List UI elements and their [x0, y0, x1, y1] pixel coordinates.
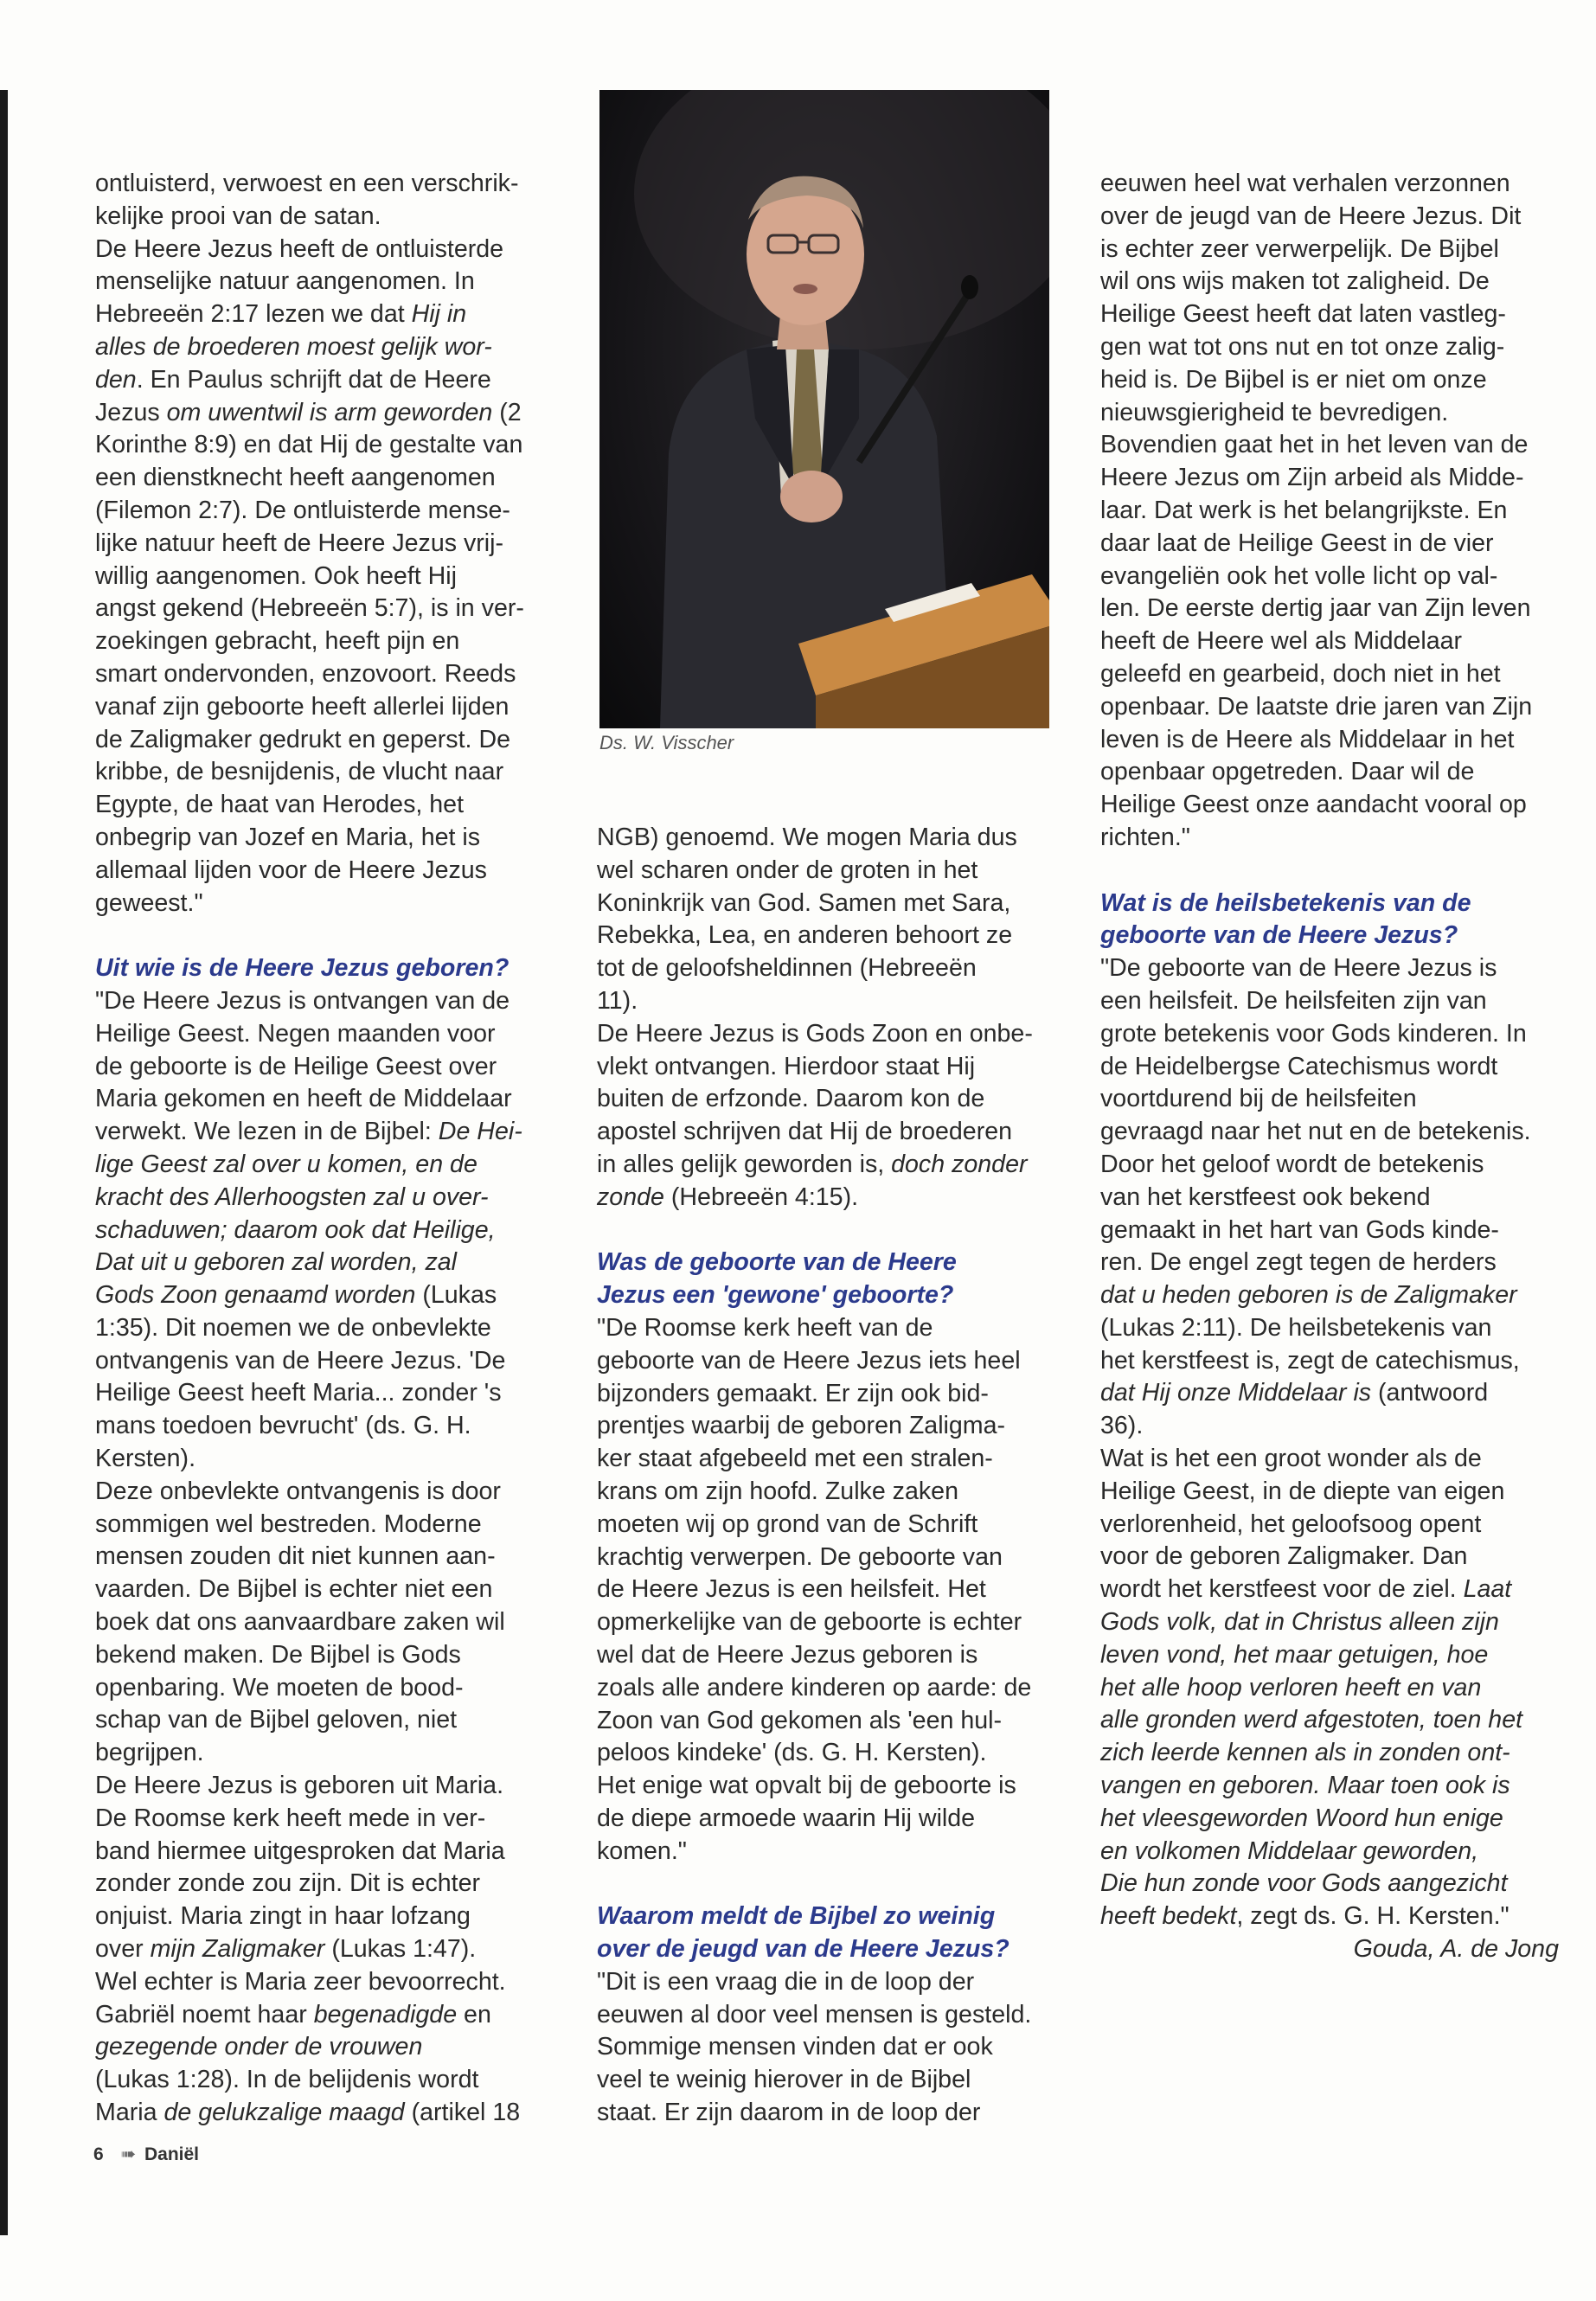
speaker-photo-illustration: [599, 90, 1049, 728]
speaker-photo: [599, 90, 1049, 728]
paragraph: Wat is het een groot wonder als de Heilige Geest, in de diepte van eigen verlorenheid, het geloofsoog opent voor de geboren Zaligmaker. Dan wordt het kerstfeest voor de ziel. Laat Gods volk, dat in Christus alleen zijn leven vond, het maar getuigen, hoe het alle hoop verloren heeft en van alle gronden werd afgestoten, toen het zich leerde kennen als in zonden ont- vangen en geboren. Maar toen ook is het vleesgeworden Woord hun enige en volkomen Middelaar geworden, Die hun zonde voor Gods aangezicht heeft bedekt, zegt ds. G. H. Kersten.": [1100, 1445, 1523, 1931]
paragraph: NGB) genoemd. We mogen Maria dus wel scharen onder de groten in het Koninkrijk van God. Samen met Sara, Rebekka, Lea, en anderen behoort ze tot de geloofsheldinnen (Hebreeën 11).: [597, 824, 1017, 1015]
paragraph: "Dit is een vraag die in de loop der eeuwen al door veel mensen is gesteld. Sommige mensen vinden dat er ook veel te weinig hierover in de Bijbel staat. Er zijn daarom in de loop der: [597, 1967, 1032, 2127]
section-heading: Uit wie is de Heere Jezus geboren?: [95, 954, 510, 983]
paragraph: De Heere Jezus heeft de ontluisterde menselijke natuur aangenomen. In Hebreeën 2:17 lezen we dat Hij in alles de broederen moest gelijk wor- den. En Paulus schrijft dat de Heere Jezus om uwentwil is arm geworden (2 Korinthe 8:9) en dat Hij de gestalte van een dienstknecht heeft aangenomen (Filemon 2:7). De ontluisterde mense- lijke natuur heeft de Heere Jezus vrij- willig aangenomen. Ook heeft Hij angst gekend (Hebreeën 5:7), is in ver- zoekingen gebracht, heeft pijn en smart ondervonden, enzovoort. Reeds vanaf zijn geboorte heeft allerlei lijden de Zaligmaker gedrukt en geperst. De kribbe, de besnijdenis, de vlucht naar Egypte, de haat van Herodes, het onbegrip van Jozef en Maria, het is allemaal lijden voor de Heere Jezus geweest.": [95, 234, 524, 917]
arrow-icon: ➠: [120, 2144, 137, 2164]
binding-edge: [0, 90, 8, 2235]
paragraph: ontluisterd, verwoest en een verschrik- kelijke prooi van de satan.: [95, 170, 519, 230]
paragraph: "De Heere Jezus is ontvangen van de Heilige Geest. Negen maanden voor de geboorte is de Heilige Geest over Maria gekomen en heeft de Middelaar verwekt. We lezen in de Bijbel: De Hei- lige Geest zal over u komen, en de kracht des Allerhoogsten zal u over- schaduwen; daarom ook dat Heilige, Dat uit u geboren zal worden, zal Gods Zoon genaamd worden (Lukas 1:35). Dit noemen we de onbevlekte ontvangenis van de Heere Jezus. 'De Heilige Geest heeft Maria... zonder 's mans toedoen bevrucht' (ds. G. H. Kersten).: [95, 986, 522, 1473]
photo-caption: Ds. W. Visscher: [599, 732, 734, 753]
section-heading: Waarom meldt de Bijbel zo weinig over de jeugd van de Heere Jezus?: [597, 1902, 1010, 1964]
page-footer: [93, 2144, 199, 2165]
article-column-2: [597, 822, 1055, 2130]
section-heading: Was de geboorte van de Heere Jezus een 'gewone' geboorte?: [597, 1248, 957, 1310]
paragraph: De Heere Jezus is Gods Zoon en onbe- vlekt ontvangen. Hierdoor staat Hij buiten de erfzonde. Daarom kon de apostel schrijven dat Hij de broederen in alles gelijk geworden is, doch zonder zonde (Hebreeën 4:15).: [597, 1019, 1033, 1211]
article-column-1: [95, 168, 554, 2130]
page-number: 6: [93, 2144, 104, 2164]
section-heading: Wat is de heilsbetekenis van de geboorte van de Heere Jezus?: [1100, 888, 1471, 950]
paragraph: eeuwen heel wat verhalen verzonnen over de jeugd van de Heere Jezus. Dit is echter zeer verwerpelijk. De Bijbel wil ons wijs maken tot zaligheid. De Heilige Geest heeft dat laten vastleg- gen wat tot ons nut en tot onze zalig- heid is. De Bijbel is er niet om onze nieuwsgierigheid te bevredigen. Bovendien gaat het in het leven van de Heere Jezus om Zijn arbeid als Midde- laar. Dat werk is het belangrijkste. En daar laat de Heilige Geest in de vier evangeliën ook het volle licht op val- len. De eerste dertig jaar van Zijn leven heeft de Heere wel als Middelaar geleefd en gearbeid, doch niet in het openbaar. De laatste drie jaren van Zijn leven is de Heere als Middelaar in het openbaar opgetreden. Daar wil de Heilige Geest onze aandacht vooral op richten.": [1100, 170, 1533, 851]
paragraph: De Heere Jezus is geboren uit Maria. De Roomse kerk heeft mede in ver- band hiermee uitgesproken dat Maria zonder zonde zou zijn. Dit is echter onjuist. Maria zingt in haar lofzang over mijn Zaligmaker (Lukas 1:47). Wel echter is Maria zeer bevoorrecht. Gabriël noemt haar begenadigde en gezegende onder de vrouwen (Lukas 1:28). In de belijdenis wordt Maria de gelukzalige maagd (artikel 18: [95, 1772, 521, 2127]
paragraph: "De Roomse kerk heeft van de geboorte van de Heere Jezus iets heel bijzonders gemaakt. Er zijn ook bid- prentjes waarbij de geboren Zaligma- ker staat afgebeeld met een stralen- krans om zijn hoofd. Zulke zaken moeten wij op grond van de Schrift krachtig verwerpen. De geboorte van de Heere Jezus is een heilsfeit. Het opmerkelijke van de geboorte is echter wel dat de Heere Jezus geboren is zoals alle andere kinderen op aarde: de Zoon van God gekomen als 'een hul- peloos kindeke' (ds. G. H. Kersten). Het enige wat opvalt bij de geboorte is de diepe armoede waarin Hij wilde komen.": [597, 1313, 1032, 1865]
paragraph: "De geboorte van de Heere Jezus is een heilsfeit. De heilsfeiten zijn van grote betekenis voor Gods kinderen. In de Heidelbergse Catechismus wordt voortdurend bij de heilsfeiten gevraagd naar het nut en de betekenis. Door het geloof wordt de betekenis van het kerstfeest ook bekend gemaakt in het hart van Gods kinde- ren. De engel zegt tegen de herders dat u heden geboren is de Zaligmaker (Lukas 2:11). De heilsbetekenis van het kerstfeest is, zegt de catechismus, dat Hij onze Middelaar is (antwoord 36).: [1100, 954, 1531, 1440]
paragraph: Deze onbevlekte ontvangenis is door sommigen wel bestreden. Moderne mensen zouden dit niet kunnen aan- vaarden. De Bijbel is echter niet een boek dat ons aanvaardbare zaken wil bekend maken. De Bijbel is Gods openbaring. We moeten de bood- schap van de Bijbel geloven, niet begrijpen.: [95, 1477, 505, 1767]
author-signature: Gouda, A. de Jong: [1353, 1935, 1559, 1964]
article-column-3: [1100, 168, 1559, 1966]
magazine-name: Daniël: [144, 2144, 200, 2164]
